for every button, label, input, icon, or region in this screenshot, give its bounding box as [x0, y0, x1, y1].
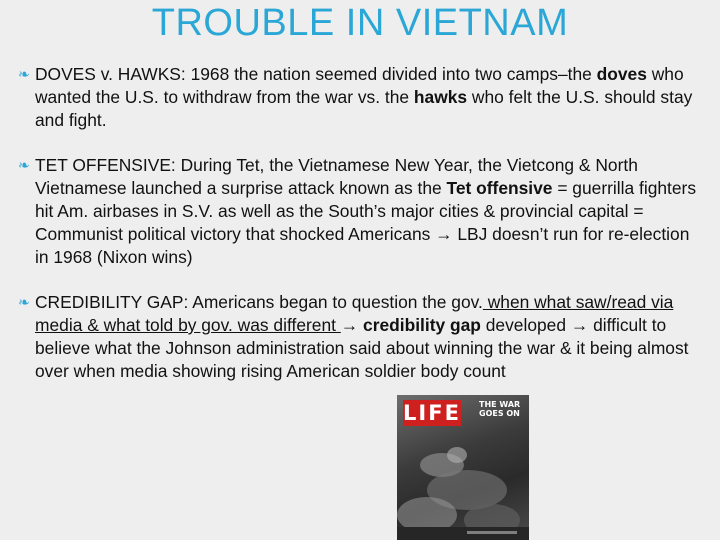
life-logo: LIFE: [403, 401, 461, 425]
bullet-text: Americans began to question the gov.: [188, 292, 483, 312]
life-magazine-cover: [397, 395, 529, 540]
leaf-bullet-icon: ❧: [18, 294, 30, 310]
bullet-tet-offensive: [18, 154, 698, 269]
bullet-label: CREDIBILITY GAP:: [35, 292, 189, 312]
bullet-label: DOVES v. HAWKS:: [35, 64, 186, 84]
bullet-list: [18, 63, 698, 405]
arrow-right-icon: →: [435, 224, 453, 244]
page-title: TROUBLE IN VIETNAM: [151, 2, 569, 44]
bullet-text: = guerrilla fighters hit Am. airbases in S.V. as well as the South’s major cities & provincial capital = Communist political victory that shocked Americans: [35, 178, 697, 244]
bullet-text: During Tet, the Vietnamese New Year, the Vietcong & North Vietnamese launched a surprise attack known as the: [35, 155, 638, 198]
bullet-doves-hawks: [18, 63, 698, 132]
bullet-label: TET OFFENSIVE:: [35, 155, 176, 175]
bullet-text: difficult to believe what the Johnson administration said about winning the war & it being almost over when media showing rising American soldier body count: [35, 315, 689, 381]
term-tet-offensive: Tet offensive: [446, 178, 553, 198]
cover-headline: THE WAR GOES ON: [479, 400, 521, 418]
underlined-text: when what saw/read via media & what told by gov. was different: [35, 292, 674, 335]
leaf-bullet-icon: ❧: [18, 157, 30, 173]
bullet-text: who wanted the U.S. to withdraw from the war vs. the: [35, 64, 684, 107]
arrow-right-icon: →: [570, 315, 589, 335]
arrow-right-icon: →: [340, 315, 359, 335]
term-doves: doves: [596, 64, 647, 84]
bullet-text: who felt the U.S. should stay and fight.: [35, 87, 693, 130]
bullet-credibility-gap: [18, 291, 698, 383]
bullet-text: developed: [480, 315, 571, 335]
term-hawks: hawks: [413, 87, 468, 107]
term-credibility-gap: credibility gap: [358, 315, 481, 335]
leaf-bullet-icon: ❧: [18, 66, 30, 82]
bullet-text: 1968 the nation seemed divided into two camps–the: [185, 64, 597, 84]
bullet-text: LBJ doesn’t run for re-election in 1968 (Nixon wins): [35, 224, 690, 267]
